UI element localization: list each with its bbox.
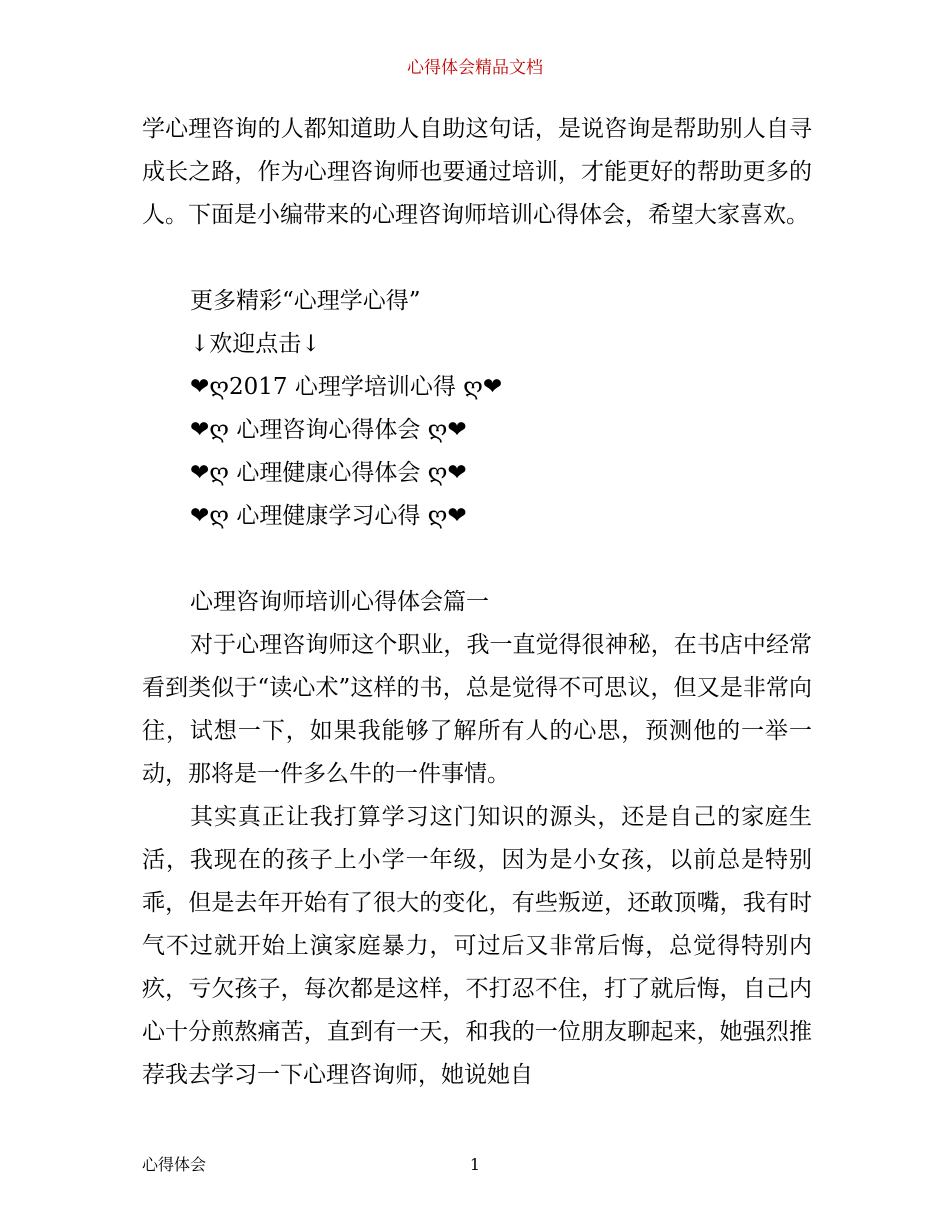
related-link-3[interactable]: ❤ღ 心理健康心得体会 ღ❤: [190, 460, 467, 486]
more-heading: 更多精彩“心理学心得”: [190, 288, 421, 314]
related-link-2[interactable]: ❤ღ 心理咨询心得体会 ღ❤: [190, 417, 467, 443]
intro-paragraph: 学心理咨询的人都知道助人自助这句话，是说咨询是帮助别人自寻成长之路，作为心理咨询师也要通过培训，才能更好的帮助更多的人。下面是小编带来的心理咨询师培训心得体会，希望大家喜欢。: [142, 116, 812, 228]
document-body: [142, 108, 812, 1097]
spacer: [142, 538, 812, 581]
related-link-4[interactable]: ❤ღ 心理健康学习心得 ღ❤: [190, 503, 467, 529]
page-number: 1: [469, 1155, 481, 1174]
click-prompt: ↓欢迎点击↓: [190, 331, 321, 357]
article-paragraph-2: 其实真正让我打算学习这门知识的源头，还是自己的家庭生活，我现在的孩子上小学一年级，因为是小女孩，以前总是特别乖，但是去年开始有了很大的变化，有些叛逆，还敢顶嘴，我有时气不过就开始上演家庭暴力，可过后又非常后悔，总觉得特别内疚，亏欠孩子，每次都是这样，不打忍不住，打了就后悔，自己内心十分煎熬痛苦，直到有一天，和我的一位朋友聊起来，她强烈推荐我去学习一下心理咨询师，她说她自: [142, 804, 812, 1088]
article-title: 心理咨询师培训心得体会篇一: [190, 589, 489, 615]
footer-label: 心得体会: [142, 1155, 207, 1174]
spacer: [142, 237, 812, 280]
document-header-title: 心得体会精品文档: [407, 58, 543, 78]
article-paragraph-1: 对于心理咨询师这个职业，我一直觉得很神秘，在书店中经常看到类似于“读心术”这样的书，总是觉得不可思议，但又是非常向往，试想一下，如果我能够了解所有人的心思，预测他的一举一动，那将是一件多么牛的一件事情。: [142, 632, 812, 787]
related-link-1[interactable]: ❤ღ2017 心理学培训心得 ღ❤: [190, 374, 503, 400]
